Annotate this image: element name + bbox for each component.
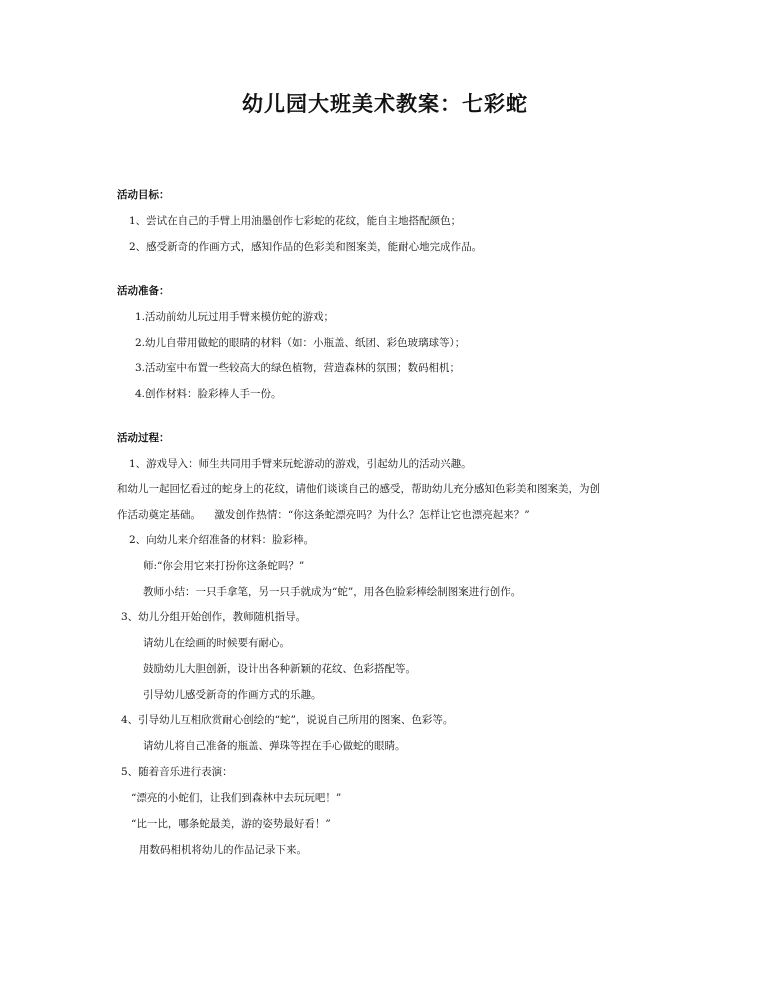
- process-line-15: “比一比，哪条蛇最美，游的姿势最好看！”: [131, 818, 331, 830]
- process-line-1: 1、游戏导入：师生共同用手臂来玩蛇游动的游戏，引起幼儿的活动兴趣。: [129, 458, 472, 470]
- prep-item-1: 1.活动前幼儿玩过用手臂来模仿蛇的游戏；: [135, 311, 335, 323]
- prep-item-4: 4.创作材料：脸彩棒人手一份。: [135, 388, 282, 400]
- prep-item-3: 3.活动室中布置一些较高大的绿色植物，营造森林的氛围；数码相机；: [135, 362, 461, 374]
- process-line-6: 教师小结：一只手拿笔，另一只手就成为“蛇”，用各色脸彩棒绘制图案进行创作。: [143, 586, 522, 598]
- process-line-14: “漂亮的小蛇们，让我们到森林中去玩玩吧！”: [131, 792, 342, 804]
- process-line-8: 请幼儿在绘画的时候要有耐心。: [143, 637, 290, 649]
- process-line-11: 4、引导幼儿互相欣赏耐心创绘的“蛇”，说说自己所用的图案、色彩等。: [121, 714, 454, 726]
- process-line-9: 鼓励幼儿大胆创新，设计出各种新颖的花纹、色彩搭配等。: [143, 663, 416, 675]
- prep-item-2: 2.幼儿自带用做蛇的眼睛的材料（如：小瓶盖、纸团、彩色玻璃球等）；: [135, 337, 466, 349]
- process-line-7: 3、幼儿分组开始创作，教师随机指导。: [121, 611, 307, 623]
- process-heading: 活动过程：: [117, 432, 170, 444]
- process-line-13: 5、随着音乐进行表演：: [121, 766, 233, 778]
- process-line-10: 引导幼儿感受新奇的作画方式的乐趣。: [143, 689, 322, 701]
- process-line-12: 请幼儿将自己准备的瓶盖、弹珠等捏在手心做蛇的眼睛。: [143, 740, 406, 752]
- goals-item-2: 2、感受新奇的作画方式，感知作品的色彩美和图案美，能耐心地完成作品。: [129, 241, 483, 253]
- document-title: 幼儿园大班美术教案：七彩蛇: [242, 91, 528, 116]
- process-line-3: 作活动奠定基础。 激发创作热情：“你这条蛇漂亮吗？为什么？怎样让它也漂亮起来？”: [117, 509, 530, 521]
- prep-heading: 活动准备：: [117, 285, 170, 297]
- process-line-2: 和幼儿一起回忆看过的蛇身上的花纹，请他们谈谈自己的感受，帮助幼儿充分感知色彩美和图案美，为创: [117, 483, 600, 495]
- process-line-16: 用数码相机将幼儿的作品记录下来。: [139, 844, 307, 856]
- process-line-4: 2、向幼儿来介绍准备的材料：脸彩棒。: [129, 534, 315, 546]
- goals-heading: 活动目标：: [117, 189, 170, 201]
- goals-item-1: 1、尝试在自己的手臂上用油墨创作七彩蛇的花纹，能自主地搭配颜色；: [129, 215, 462, 227]
- process-line-5: 师:“你会用它来打扮你这条蛇吗？”: [143, 560, 305, 572]
